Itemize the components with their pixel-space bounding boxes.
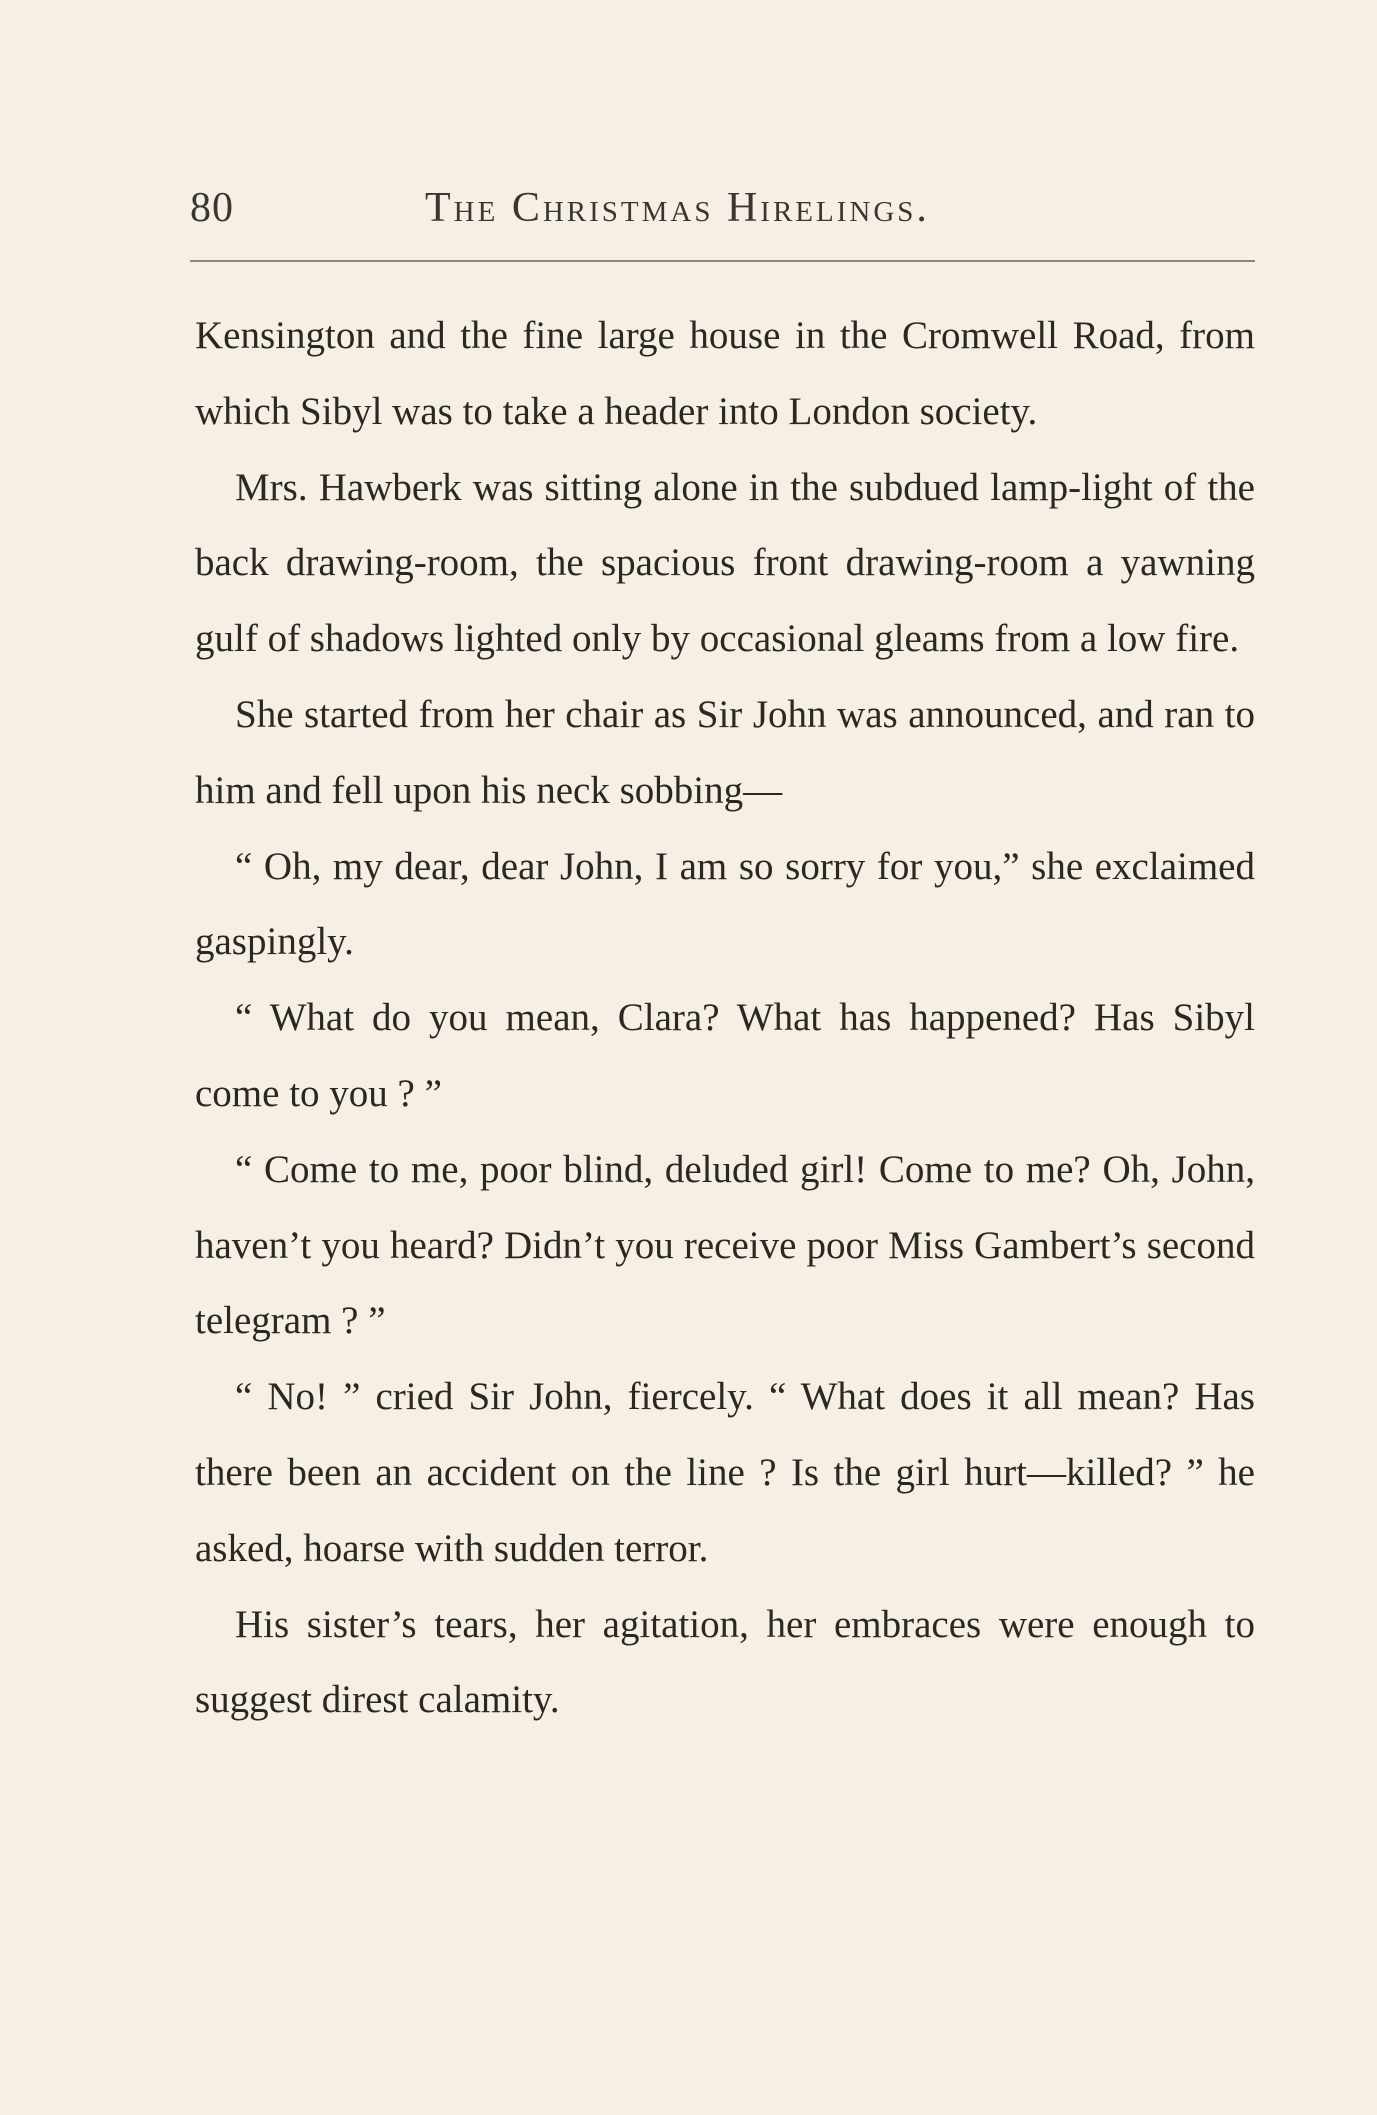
running-title: The Christmas Hirelings. [425, 185, 930, 231]
paragraph: “ Oh, my dear, dear John, I am so sorry for you,” she exclaimed gaspingly. [195, 844, 1255, 964]
paragraph: His sister’s tears, her agitation, her embraces were enough to suggest direst calamity. [195, 1602, 1255, 1722]
paragraph: She started from her chair as Sir John was announced, and ran to him and fell upon his neck sobbing— [195, 692, 1255, 812]
page-header [190, 178, 1250, 238]
paragraph: Kensington and the fine large house in the Cromwell Road, from which Sibyl was to take a header into London society. [195, 314, 1255, 433]
paragraph: “ No! ” cried Sir John, fiercely. “ What does it all mean? Has there been an accident on the line ? Is the girl hurt—killed? ” he asked, hoarse with sudden terror. [195, 1375, 1255, 1570]
paragraph: “ What do you mean, Clara? What has happened? Has Sibyl come to you ? ” [195, 996, 1255, 1115]
body-text [195, 298, 1255, 1738]
paragraph: “ Come to me, poor blind, deluded girl! Come to me? Oh, John, haven’t you heard? Didn’t you receive poor Miss Gambert’s second telegram ? ” [195, 1147, 1255, 1343]
header-rule [190, 260, 1255, 262]
paragraph: Mrs. Hawberk was sitting alone in the subdued lamp-light of the back drawing-room, the spacious front drawing-room a yawning gulf of shadows lighted only by occasional gleams from a low fire. [195, 465, 1255, 661]
page-number: 80 [190, 185, 234, 231]
